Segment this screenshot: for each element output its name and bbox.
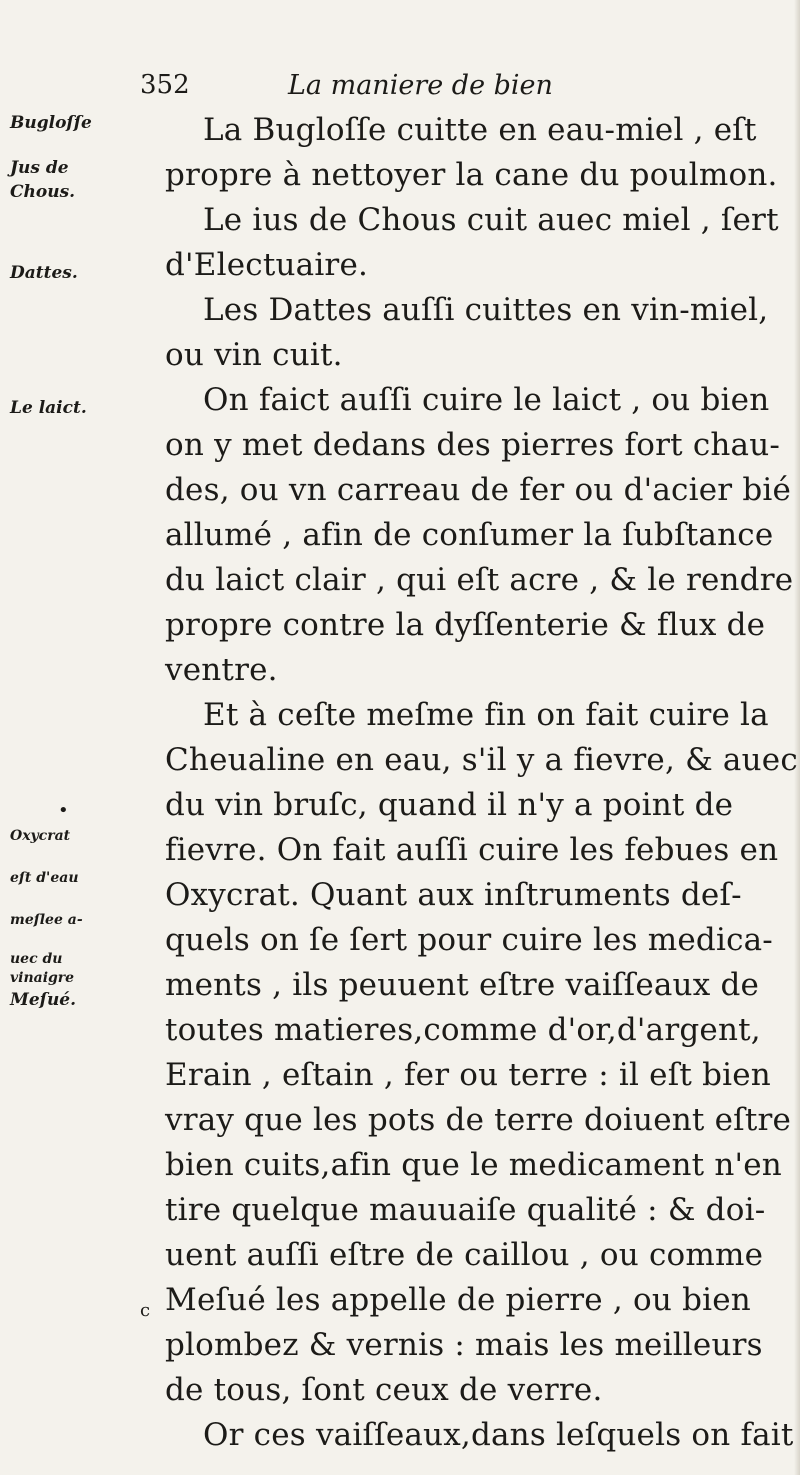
text-line: Cheualine en eau, s'il y a fievre, & auec xyxy=(165,742,798,778)
margin-note: vinaigre xyxy=(10,970,75,986)
margin-note: Chous. xyxy=(10,182,76,202)
text-line: On faict auſſi cuire le laict , ou bien xyxy=(203,382,770,418)
text-line: Erain , eſtain , fer ou terre : il eſt bien xyxy=(165,1057,771,1093)
running-title: La maniere de bien xyxy=(288,70,553,101)
text-line: Les Dattes auſſi cuittes en vin-miel, xyxy=(203,292,769,328)
text-line: propre contre la dyſſenterie & flux de xyxy=(165,607,766,643)
text-line: d'Electuaire. xyxy=(165,247,369,283)
text-line: ou vin cuit. xyxy=(165,337,343,373)
text-line: on y met dedans des pierres fort chau- xyxy=(165,427,781,463)
text-line: ventre. xyxy=(165,652,278,688)
margin-note: Meſué. xyxy=(10,990,77,1010)
margin-note: eſt d'eau xyxy=(10,870,79,886)
margin-note: Jus de xyxy=(10,158,69,178)
text-line: Or ces vaiſſeaux,dans leſquels on fait xyxy=(203,1417,794,1453)
stray-mark: • xyxy=(58,800,69,821)
text-line: Et à ceſte meſme fin on fait cuire la xyxy=(203,697,769,733)
text-line: propre à nettoyer la cane du poulmon. xyxy=(165,157,778,193)
margin-note: Dattes. xyxy=(10,263,78,283)
text-line: toutes matieres,comme d'or,d'argent, xyxy=(165,1012,761,1048)
text-line: Oxycrat. Quant aux inſtruments deſ- xyxy=(165,877,742,913)
text-line: vray que les pots de terre doiuent eſtre xyxy=(165,1102,792,1138)
stray-mark: c xyxy=(140,1300,151,1321)
text-line: tire quelque mauuaiſe qualité : & doi- xyxy=(165,1192,766,1228)
text-line: des, ou vn carreau de fer ou d'acier bié xyxy=(165,472,792,508)
text-line: plombez & vernis : mais les meilleurs xyxy=(165,1327,763,1363)
text-line: La Bugloſſe cuitte en eau-miel , eſt xyxy=(203,112,757,148)
text-line: bien cuits,afin que le medicament n'en xyxy=(165,1147,782,1183)
text-line: du vin bruſc, quand il n'y a point de xyxy=(165,787,734,823)
text-line: quels on ſe ſert pour cuire les medica- xyxy=(165,922,773,958)
body-text xyxy=(165,108,797,1458)
text-line: Meſué les appelle de pierre , ou bien xyxy=(165,1282,751,1318)
margin-note: uec du xyxy=(10,951,63,967)
text-line: ments , ils peuuent eſtre vaiſſeaux de xyxy=(165,967,760,1003)
text-line: Le ius de Chous cuit auec miel , ſert xyxy=(203,202,779,238)
margin-note: meſlee a- xyxy=(10,912,83,928)
text-line: allumé , afin de conſumer la ſubſtance xyxy=(165,517,774,553)
text-line: uent auſſi eſtre de caillou , ou comme xyxy=(165,1237,764,1273)
text-line: du laict clair , qui eſt acre , & le rendre xyxy=(165,562,794,598)
page-number: 352 xyxy=(140,70,190,100)
text-line: de tous, ſont ceux de verre. xyxy=(165,1372,603,1408)
page-header xyxy=(140,62,700,102)
text-line: fievre. On fait auſſi cuire les febues en xyxy=(165,832,779,868)
margin-note: Bugloſſe xyxy=(10,113,92,133)
margin-note: Oxycrat xyxy=(10,828,71,844)
margin-note: Le laict. xyxy=(10,398,87,418)
